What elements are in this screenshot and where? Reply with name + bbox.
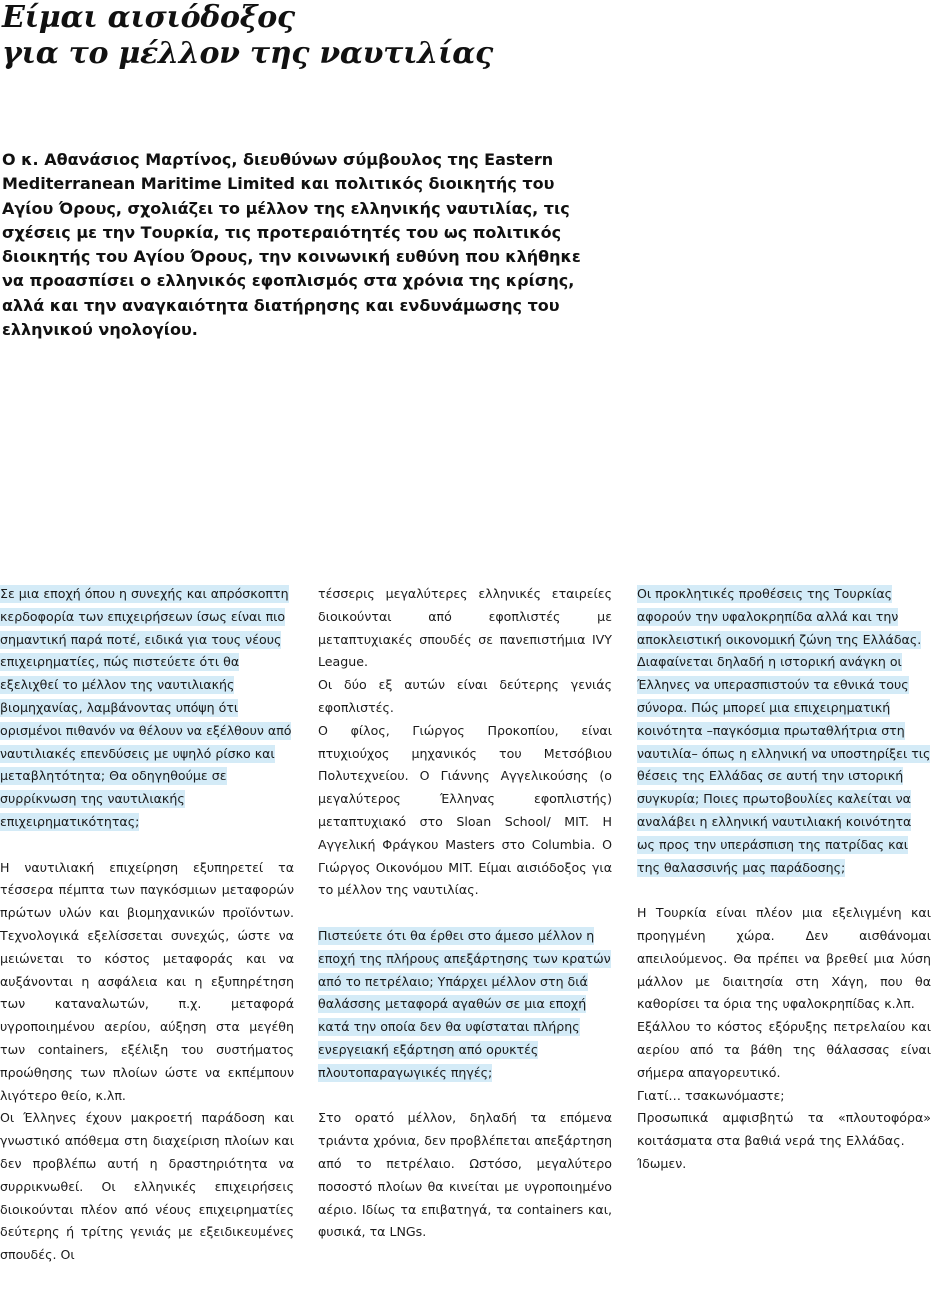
answer-paragraph: τέσσερις μεγαλύτερες ελληνικές εταιρείες διοικούνται από εφοπλιστές με μεταπτυχιακές σπουδές σε πανεπιστήμια IVY League. <box>318 586 612 670</box>
answer-paragraph: Στο ορατό μέλλον, δηλαδή τα επόμενα τριάντα χρόνια, δεν προβλέπεται απεξάρτηση από το πετρέλαιο. Ωστόσο, μεγαλύτερο ποσοστό πλοίων θα κινείται με υγροποιημένο αέριο. Ιδίως τα επιβατηγά, τα containers και, φυσικά, τα LNGs. <box>318 1110 612 1240</box>
answer-paragraph: Γιατί… τσακωνόμαστε; <box>637 1087 785 1103</box>
answer-paragraph: Εξάλλου το κόστος εξόρυξης πετρελαίου και αερίου από τα βάθη της θάλασσας είναι σήμερα απαγορευτικό. <box>637 1019 931 1080</box>
title-line-2: για το μέλλον της ναυτιλίας <box>2 36 493 71</box>
answer-paragraph: Προσωπικά αμφισβητώ τα «πλουτοφόρα» κοιτάσματα στα βαθιά νερά της Ελλάδας. <box>637 1110 931 1149</box>
answer-paragraph: Η Τουρκία είναι πλέον μια εξελιγμένη και προηγμένη χώρα. Δεν αισθάνομαι απειλούμενος. Θα πρέπει να βρεθεί μια λύση μάλλον με διαιτησία στη Χάγη, που θα καθορίσει τα όρια της υφαλοκρηπίδας κ.λπ. <box>637 905 931 1012</box>
question-paragraph <box>318 925 612 1085</box>
text-column-3 <box>637 583 931 1176</box>
answer-paragraph: Οι Έλληνες έχουν μακροετή παράδοση και γνωστικό απόθεμα στη διαχείριση πλοίων και δεν προβλέπω αυτή η δραστηριότητα να συρρικνωθεί. Οι ελληνικές επιχειρήσεις διοικούνται πλέον από νέους επιχειρηματίες δεύτερης ή τρίτης γενιάς με εξειδικευμένες σπουδές. Οι <box>0 1110 294 1263</box>
question-text: Σε μια εποχή όπου η συνεχής και απρόσκοπτη κερδοφορία των επιχειρήσεων ίσως είναι πιο σημαντική παρά ποτέ, ειδικά για τους νέους επιχειρηματίες, πώς πιστεύετε ότι θα εξελιχθεί το μέλλον της ναυτιλιακής βιομηχανίας, λαμβάνοντας υπόψη ότι ορισμένοι πιθανόν να θέλουν να εξέλθουν από ναυτιλιακές επενδύσεις με υψηλό ρίσκο και μεταβλητότητα; Θα οδηγηθούμε σε συρρίκνωση της ναυτιλιακής επιχειρηματικότητας; <box>0 586 292 829</box>
article-title <box>2 0 493 72</box>
question-paragraph <box>0 583 294 834</box>
lead-paragraph: Ο κ. Αθανάσιος Μαρτίνος, διευθύνων σύμβουλος της Eastern Mediterranean Maritime Limited και πολιτικός διοικητής του Αγίου Όρους, σχολιάζει το μέλλον της ελληνικής ναυτιλίας, τις σχέσεις με την Τουρκία, τις προτεραιότητές του ως πολιτικός διοικητής του Αγίου Όρους, την κοινωνική ευθύνη που κλήθηκε να προασπίσει ο ελληνικός εφοπλισμός στα χρόνια της κρίσης, αλλά και την αναγκαιότητα διατήρησης και ενδυνάμωσης του ελληνικού νηολογίου. <box>2 150 581 340</box>
text-column-1 <box>0 583 294 1267</box>
question-paragraph <box>637 583 931 879</box>
answer-paragraph: Ίδωμεν. <box>637 1155 687 1171</box>
answer-paragraph: Η ναυτιλιακή επιχείρηση εξυπηρετεί τα τέσσερα πέμπτα των παγκόσμιων μεταφορών πρώτων υλών και βιομηχανικών προϊόντων. Τεχνολογικά εξελίσσεται συνεχώς, ώστε να μειώνεται το κόστος μεταφοράς και να αυξάνονται η ασφάλεια και η εξυπηρέτηση των καταναλωτών, π.χ. μεταφορά υγροποιημένου αερίου, αύξηση στα μεγέθη των containers, εξέλιξη του συστήματος προώθησης των πλοίων ώστε να εκπέμπουν λιγότερο θείο, κ.λπ. <box>0 859 294 1103</box>
text-column-2 <box>318 583 612 1244</box>
question-text: Πιστεύετε ότι θα έρθει στο άμεσο μέλλον η εποχή της πλήρους απεξάρτησης των κρατών από το πετρέλαιο; Υπάρχει μέλλον στη διά θαλάσσης μεταφορά αγαθών σε μια εποχή κατά την οποία δεν θα υφίσταται πλήρης ενεργειακή εξάρτηση από ορυκτές πλουτοπαραγωγικές πηγές; <box>318 927 611 1080</box>
answer-paragraph: Ο φίλος, Γιώργος Προκοπίου, είναι πτυχιούχος μηχανικός του Μετσόβιου Πολυτεχνείου. Ο Γιάννης Αγγελικούσης (ο μεγαλύτερος Έλληνας εφοπλιστής) μεταπτυχιακό στο Sloan School/ MIT. Η Αγγελική Φράγκου Masters στο Columbia. Ο Γιώργος Οικονόμου MIT. Είμαι αισιόδοξος για το μέλλον της ναυτιλίας. <box>318 722 612 898</box>
question-text: Οι προκλητικές προθέσεις της Τουρκίας αφορούν την υφαλοκρηπίδα αλλά και την αποκλειστική οικονομική ζώνη της Ελλάδας. Διαφαίνεται δηλαδή η ιστορική ανάγκη οι Έλληνες να υπερασπιστούν τα εθνικά τους σύνορα. Πώς μπορεί μια επιχειρηματική κοινότητα –παγκόσμια πρωταθλήτρια στη ναυτιλία– όπως η ελληνική να υποστηρίξει τις θέσεις της Ελλάδας σε αυτή την ιστορική συγκυρία; Ποιες πρωτοβουλίες καλείται να αναλάβει η ελληνική ναυτιλιακή κοινότητα ως προς την υπεράσπιση της πατρίδας και της θαλασσινής μας παράδοσης; <box>637 586 931 875</box>
title-line-1: Είμαι αισιόδοξος <box>2 0 295 35</box>
answer-paragraph: Οι δύο εξ αυτών είναι δεύτερης γενιάς εφοπλιστές. <box>318 677 612 715</box>
